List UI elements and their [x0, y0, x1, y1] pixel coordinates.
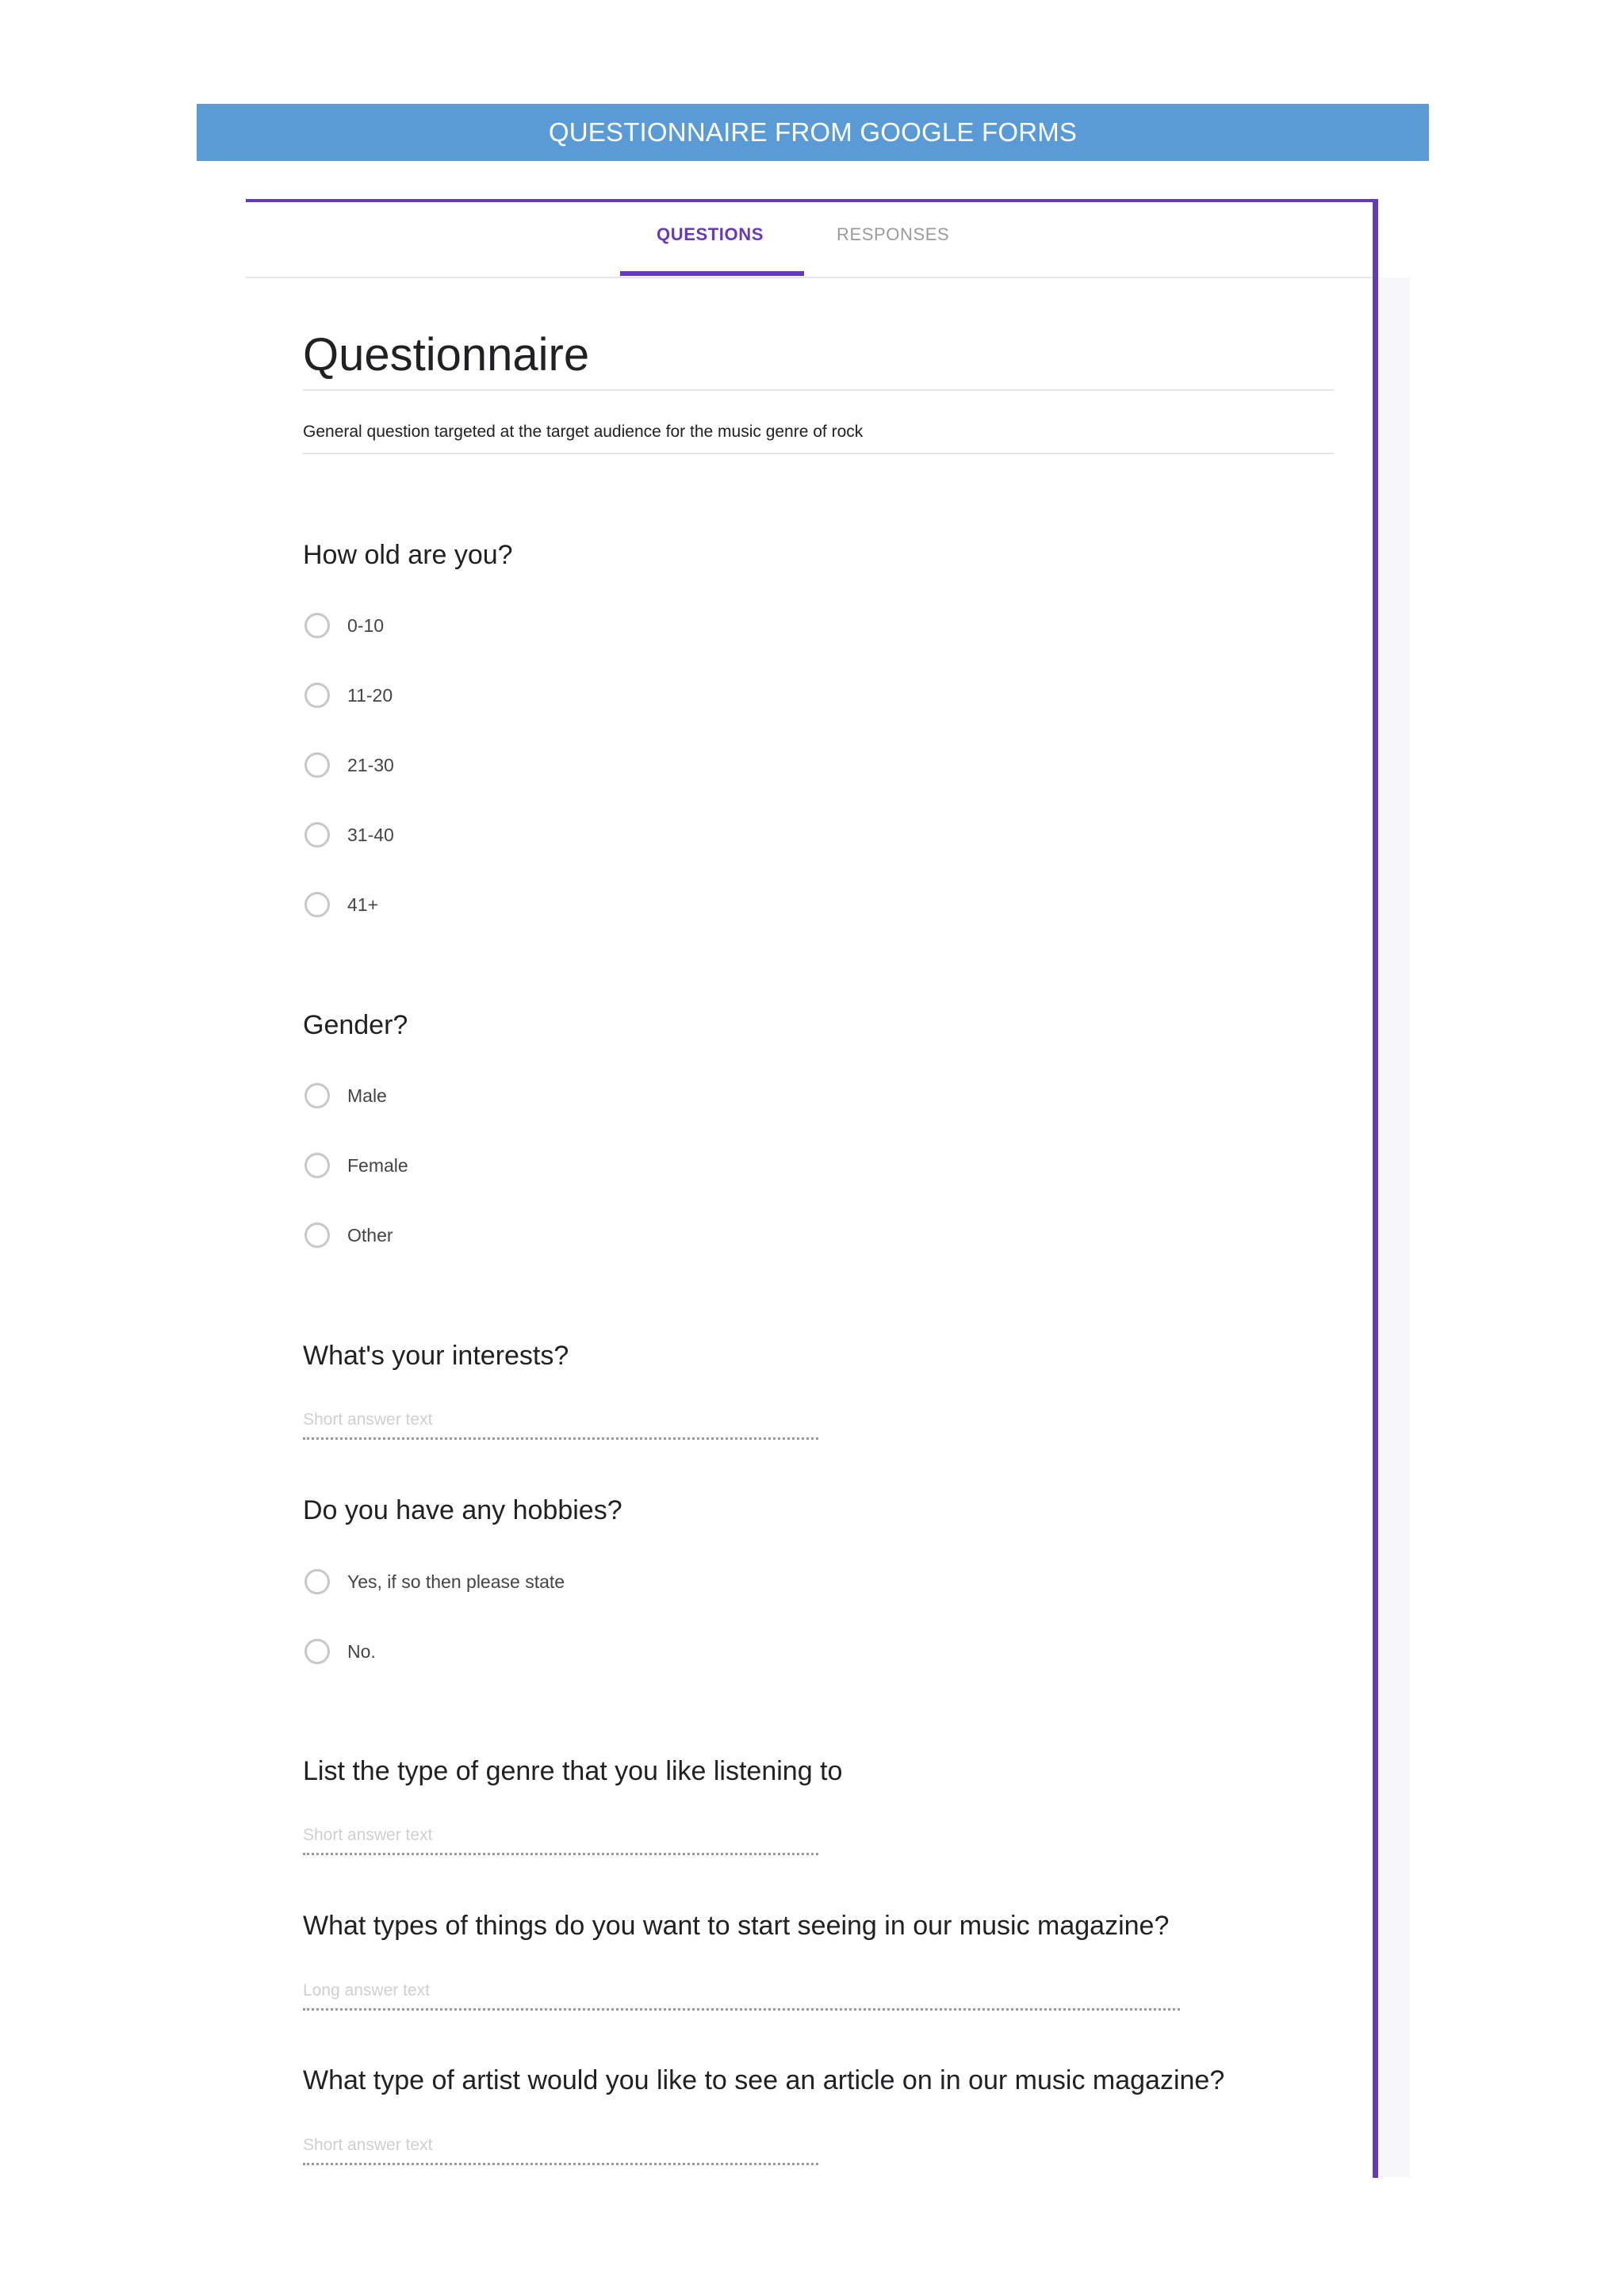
gender-option-female[interactable] [304, 1150, 408, 1181]
radio-button[interactable] [304, 1639, 330, 1664]
age-option-4[interactable] [304, 819, 394, 851]
hobbies-option-no[interactable] [304, 1636, 376, 1667]
answer-placeholder: Short answer text [303, 2136, 433, 2154]
radio-button[interactable] [304, 752, 330, 778]
gender-option-other[interactable] [304, 1219, 393, 1251]
form-title[interactable]: Questionnaire [303, 329, 590, 381]
interests-answer-field[interactable] [303, 1410, 818, 1440]
hobbies-option-yes[interactable] [304, 1566, 565, 1598]
question-age-title: How old are you? [303, 540, 513, 570]
question-interests-title: What's your interests? [303, 1341, 569, 1371]
answer-underline [303, 2008, 1180, 2011]
question-hobbies-title: Do you have any hobbies? [303, 1495, 622, 1525]
option-label: 41+ [347, 894, 379, 915]
answer-placeholder: Short answer text [303, 1410, 433, 1429]
age-option-5[interactable] [304, 889, 378, 920]
age-option-3[interactable] [304, 749, 394, 781]
option-label: 31-40 [347, 824, 394, 845]
question-magazine-content-title: What types of things do you want to start seeing in our music magazine? [303, 1911, 1170, 1941]
option-label: Male [347, 1085, 387, 1106]
genre-answer-field[interactable] [303, 1826, 818, 1855]
tab-bar [246, 202, 1373, 278]
question-gender-title: Gender? [303, 1010, 408, 1040]
answer-underline [303, 1853, 818, 1855]
option-label: No. [347, 1640, 376, 1662]
tab-questions[interactable]: QUESTIONS [657, 224, 764, 244]
answer-placeholder: Long answer text [303, 1981, 430, 1999]
option-label: Yes, if so then please state [347, 1571, 565, 1592]
radio-button[interactable] [304, 1569, 330, 1594]
option-label: 11-20 [347, 684, 393, 706]
answer-placeholder: Short answer text [303, 1826, 433, 1844]
form-card [246, 199, 1378, 2178]
active-tab-indicator [620, 271, 804, 276]
answer-underline [303, 2163, 818, 2165]
age-option-1[interactable] [304, 610, 384, 641]
option-label: Other [347, 1224, 393, 1246]
form-description[interactable]: General question targeted at the target audience for the music genre of rock [303, 423, 864, 441]
age-option-2[interactable] [304, 679, 393, 711]
answer-underline [303, 1437, 818, 1440]
radio-button[interactable] [304, 1153, 330, 1178]
radio-button[interactable] [304, 613, 330, 638]
radio-button[interactable] [304, 1083, 330, 1108]
banner-title: QUESTIONNAIRE FROM GOOGLE FORMS [548, 117, 1078, 147]
question-artist-title: What type of artist would you like to see an article on in our music magazine? [303, 2065, 1225, 2095]
option-label: 21-30 [347, 754, 394, 775]
card-shadow [1378, 277, 1410, 2177]
question-genre-title: List the type of genre that you like listening to [303, 1756, 843, 1786]
radio-button[interactable] [304, 892, 330, 917]
description-divider [303, 453, 1334, 454]
option-label: 0-10 [347, 614, 385, 636]
artist-answer-field[interactable] [303, 2136, 818, 2165]
title-divider [303, 389, 1334, 391]
tab-responses[interactable]: RESPONSES [837, 224, 950, 244]
option-label: Female [347, 1154, 408, 1176]
radio-button[interactable] [304, 1223, 330, 1248]
page-banner [197, 104, 1429, 161]
magazine-content-answer-field[interactable] [303, 1981, 1180, 2011]
radio-button[interactable] [304, 822, 330, 848]
radio-button[interactable] [304, 683, 330, 708]
gender-option-male[interactable] [304, 1080, 387, 1112]
